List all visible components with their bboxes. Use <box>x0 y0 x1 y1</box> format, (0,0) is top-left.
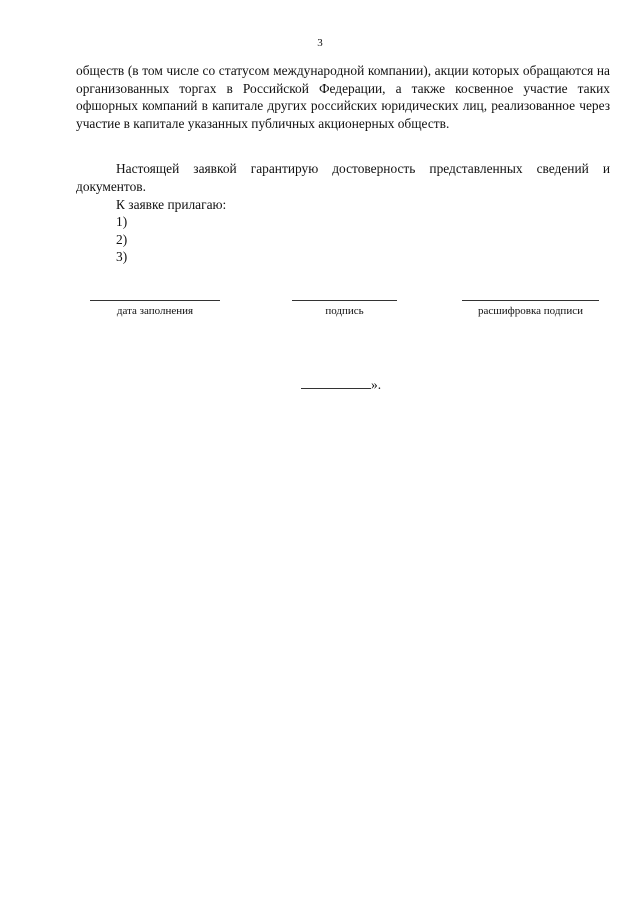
attachment-item: 2) <box>116 232 128 247</box>
closing-blank <box>301 376 371 389</box>
signature-caption: подпись <box>325 305 364 317</box>
date-caption: дата заполнения <box>116 305 194 317</box>
closing-line <box>301 376 381 393</box>
date-line <box>90 290 220 301</box>
signature-decode-line <box>462 290 599 301</box>
signature-decode-caption: расшифровка подписи <box>478 305 583 317</box>
signature-line <box>292 290 397 301</box>
page-number: 3 <box>317 37 323 49</box>
signature-decode-field <box>462 290 599 318</box>
closing-mark: ». <box>371 377 382 392</box>
paragraph-offshore-participation: обществ (в том числе со статусом международной компании), акции которых обращаются на организованных торгах в Российской Федерации, а также косвенное участие таких офшорных компаний в капитале других российских юридических лиц, реализованное через участие в капитале указанных публичных акционерных обществ. <box>76 63 610 131</box>
attachment-item: 3) <box>116 249 128 264</box>
attachment-item: 1) <box>116 214 128 229</box>
signature-field <box>292 290 397 318</box>
paragraph-guarantee: Настоящей заявкой гарантирую достоверность представленных сведений и документов. <box>76 161 610 194</box>
date-field <box>90 290 220 318</box>
attachments-label: К заявке прилагаю: <box>116 197 227 212</box>
